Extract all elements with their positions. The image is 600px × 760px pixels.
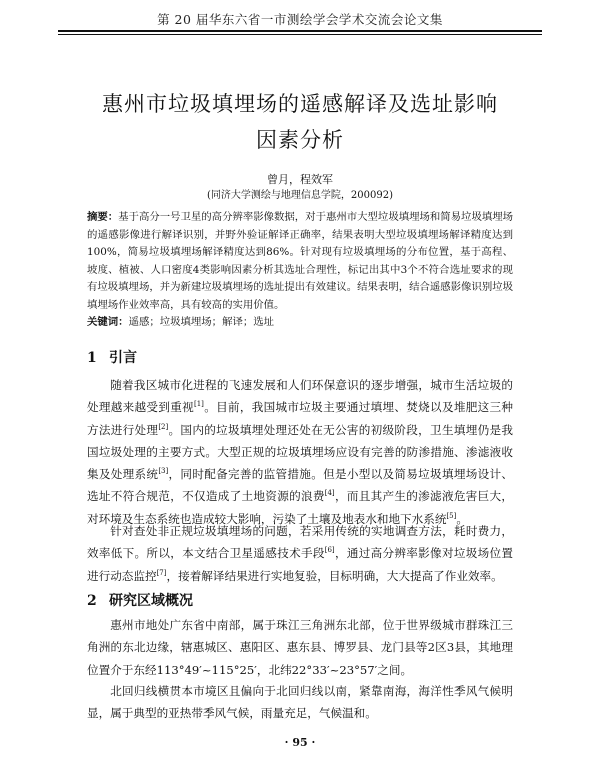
paragraph-text: ，接着解译结果进行实地复验，目标明确，大大提高了作业效率。 xyxy=(166,568,503,583)
citation-ref: [5] xyxy=(446,511,457,520)
section-heading-introduction xyxy=(87,347,137,367)
paragraph-text: 惠州市地处广东省中南部，属于珠江三角洲东北部，位于世界级城市群珠江三角洲的东北边缘，辖惠城区、惠阳区、惠东县、博罗县、龙门县等2区3县，其地理位置介于东经113°49′~115°25′，北纬22°33′~23°57′之间。 xyxy=(87,618,513,677)
section-number: 2 xyxy=(87,593,97,609)
paragraph-text: 。国内的垃圾填埋处理还处在无公害的初级阶段，卫生填埋仍是我国垃圾处理的主要方式。大型正规的垃圾填埋场应设有完善的防渗措施、渗滤液收集及处理系统 xyxy=(87,422,513,482)
keywords-label: 关键词： xyxy=(87,316,129,328)
affiliation: (同济大学测绘与地理信息学院，200092) xyxy=(207,190,393,201)
paragraph-text: ，同时配备完善的监管措施。但是小型以及简易垃圾填埋场设计、选址不符合规范，不仅造成了土地资源的浪费 xyxy=(87,467,513,504)
paragraph-text: 。目前，我国城市垃圾主要通过填埋、焚烧以及堆肥这三种方法进行处理 xyxy=(87,400,513,437)
paragraph-text: 随着我区城市化进程的飞速发展和人们环保意识的逐步增强，城市生活垃圾的处理越来越受到重视 xyxy=(87,378,513,415)
paragraph xyxy=(87,680,513,725)
citation-ref: [2] xyxy=(158,422,169,431)
authors: 曾月，程效军 xyxy=(267,173,333,186)
abstract xyxy=(87,209,513,314)
header-rule xyxy=(58,30,542,32)
paragraph xyxy=(87,520,513,587)
running-header: 第 20 届华东六省一市测绘学会学术交流会论文集 xyxy=(157,12,443,27)
keywords-text: 遥感；垃圾填埋场；解译；选址 xyxy=(128,316,275,328)
paragraph-text: ，而且其产生的渗滤液危害巨大，对环境及生态系统也造成较大影响，污染了土壤及地表水和地下水系统 xyxy=(87,489,513,526)
paragraph-text: 。 xyxy=(456,511,468,526)
section-title: 引言 xyxy=(109,350,137,366)
section-number: 1 xyxy=(87,350,97,366)
page-number: · 95 · xyxy=(284,736,316,749)
header-rule-thin xyxy=(58,34,542,35)
abstract-label: 摘要： xyxy=(87,211,119,223)
citation-ref: [3] xyxy=(158,467,169,476)
paragraph xyxy=(87,374,513,530)
citation-ref: [7] xyxy=(156,568,167,577)
keywords xyxy=(87,314,513,331)
abstract-text: 基于高分一号卫星的高分辨率影像数据，对于惠州市大型垃圾填埋场和简易垃圾填埋场的遥感影像进行解译识别，并野外验证解译正确率，结果表明大型垃圾填埋场解译精度达到100%，简易垃圾填埋场解译精度达到86%。针对现有垃圾填埋场的分布位置，基于高程、坡度、植被、人口密度4类影响因素分析其选址合理性，标记出其中3个不符合选址要求的现有垃圾填埋场，并为新建垃圾填埋场的选址提出有效建议。结果表明，结合遥感影像识别垃圾填埋场作业效率高，具有较高的实用价值。 xyxy=(87,211,514,311)
citation-ref: [1] xyxy=(193,400,204,409)
section-heading-study-area xyxy=(87,590,193,610)
paragraph-text: 针对查处非正规垃圾填埋场的问题，若采用传统的实地调查方法，耗时费力，效率低下。所以，本文结合卫星遥感技术手段 xyxy=(87,524,513,561)
paragraph xyxy=(87,614,513,681)
paper-title xyxy=(60,86,540,158)
paragraph-text: ，通过高分辨率影像对垃圾场位置进行动态监控 xyxy=(87,546,513,583)
title-line-2: 因素分析 xyxy=(256,128,344,152)
title-line-1: 惠州市垃圾填埋场的遥感解译及选址影响 xyxy=(102,92,498,116)
section-title: 研究区域概况 xyxy=(109,593,193,609)
citation-ref: [6] xyxy=(324,546,335,555)
citation-ref: [4] xyxy=(324,489,335,498)
paragraph-text: 北回归线横贯本市境区且偏向于北回归线以南，紧靠南海，海洋性季风气候明显，属于典型的亚热带季风气候，雨量充足，气候温和。 xyxy=(87,684,513,721)
